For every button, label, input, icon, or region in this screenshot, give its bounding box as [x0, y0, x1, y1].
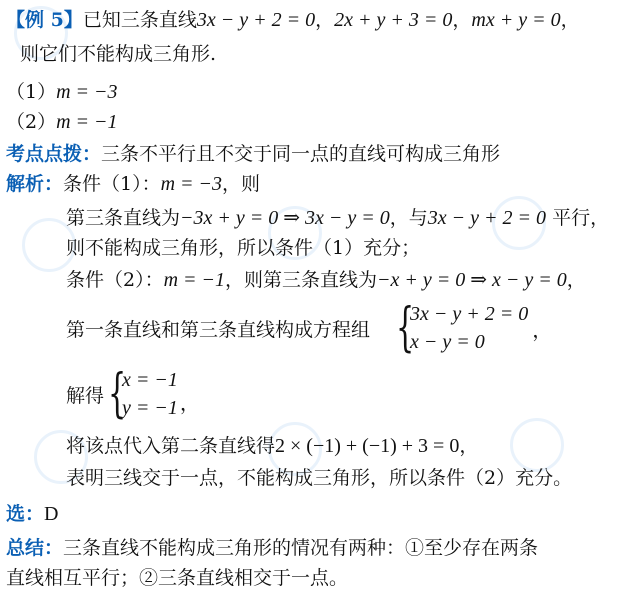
text: ，与	[389, 207, 428, 229]
solution-line-8: 表明三线交于一点，不能构成三角形，所以条件（2）充分。	[66, 467, 573, 489]
equation-system-1	[396, 300, 552, 356]
text: 第三条直线为	[66, 207, 181, 229]
system-rows	[122, 366, 178, 422]
watermark-logo	[510, 418, 564, 472]
answer-line	[6, 502, 58, 526]
punct: ，	[315, 9, 335, 31]
math: 3x − y + 2 = 0	[427, 207, 547, 229]
punct: ，	[179, 392, 200, 415]
equation-system-2	[108, 366, 200, 422]
option-number: （2）	[6, 111, 57, 133]
equation-2: 2x + y + 3 = 0	[334, 9, 453, 31]
left-brace-icon: {	[108, 364, 127, 424]
option-value: m = −1	[56, 111, 118, 133]
system-row: y = −1	[122, 397, 178, 419]
solution-line-2	[66, 206, 609, 230]
math: −3x + y = 0 ⇒ 3x − y = 0	[180, 207, 390, 229]
text: ，	[566, 269, 586, 291]
system-row: x = −1	[122, 369, 178, 391]
tip-label: 考点点拨：	[6, 143, 102, 165]
punct: ，	[532, 319, 553, 342]
text: ，则第三条直线为	[225, 269, 378, 291]
example-tag: 【例 5】	[6, 9, 83, 31]
summary-line-2: 直线相互平行；②三条直线相交于一点。	[6, 567, 349, 589]
option-2	[6, 110, 118, 134]
text: ，	[459, 435, 479, 457]
system-row: x − y = 0	[410, 331, 485, 353]
equation-1: 3x − y + 2 = 0	[196, 9, 316, 31]
option-number: （1）	[6, 81, 57, 103]
text: 将该点代入第二条直线得	[66, 435, 276, 457]
solution-line-7	[66, 434, 478, 458]
solution-line-4	[66, 268, 586, 292]
problem-line-2: 则它们不能构成三角形.	[20, 43, 217, 65]
math: m = −3	[160, 173, 223, 195]
system-row: 3x − y + 2 = 0	[410, 303, 529, 325]
text: 平行，	[546, 207, 610, 229]
problem-stem: 已知三条直线	[82, 9, 197, 31]
solution-line-6: 解得	[66, 385, 105, 407]
summary-label: 总结：	[6, 537, 64, 559]
text: 条件（2）：	[66, 269, 164, 291]
solution-label: 解析：	[6, 173, 64, 195]
tip-text: 三条不平行且不交于同一点的直线可构成三角形	[101, 143, 501, 165]
tip-line	[6, 142, 500, 166]
solution-line-5: 第一条直线和第三条直线构成方程组	[66, 319, 371, 341]
option-value: m = −3	[56, 81, 118, 103]
left-brace-icon: {	[396, 298, 415, 358]
summary-text: 三条直线不能构成三角形的情况有两种：①至少存在两条	[63, 537, 539, 559]
answer-value: D	[44, 503, 59, 525]
punct: ，	[452, 9, 472, 31]
math: 2 × (−1) + (−1) + 3 = 0	[275, 435, 460, 457]
solution-line-1	[6, 172, 260, 196]
math: m = −1	[163, 269, 226, 291]
solution-line-3: 则不能构成三角形，所以条件（1）充分；	[66, 237, 421, 259]
summary-line-1	[6, 536, 538, 560]
system-rows	[410, 300, 528, 356]
equation-3: mx + y = 0	[471, 9, 561, 31]
text: ，则	[222, 173, 261, 195]
text: 条件（1）：	[63, 173, 161, 195]
punct: ，	[560, 9, 580, 31]
answer-label: 选：	[6, 503, 45, 525]
problem-line-1	[6, 8, 580, 32]
math: −x + y = 0 ⇒ x − y = 0	[377, 269, 567, 291]
option-1	[6, 80, 118, 104]
